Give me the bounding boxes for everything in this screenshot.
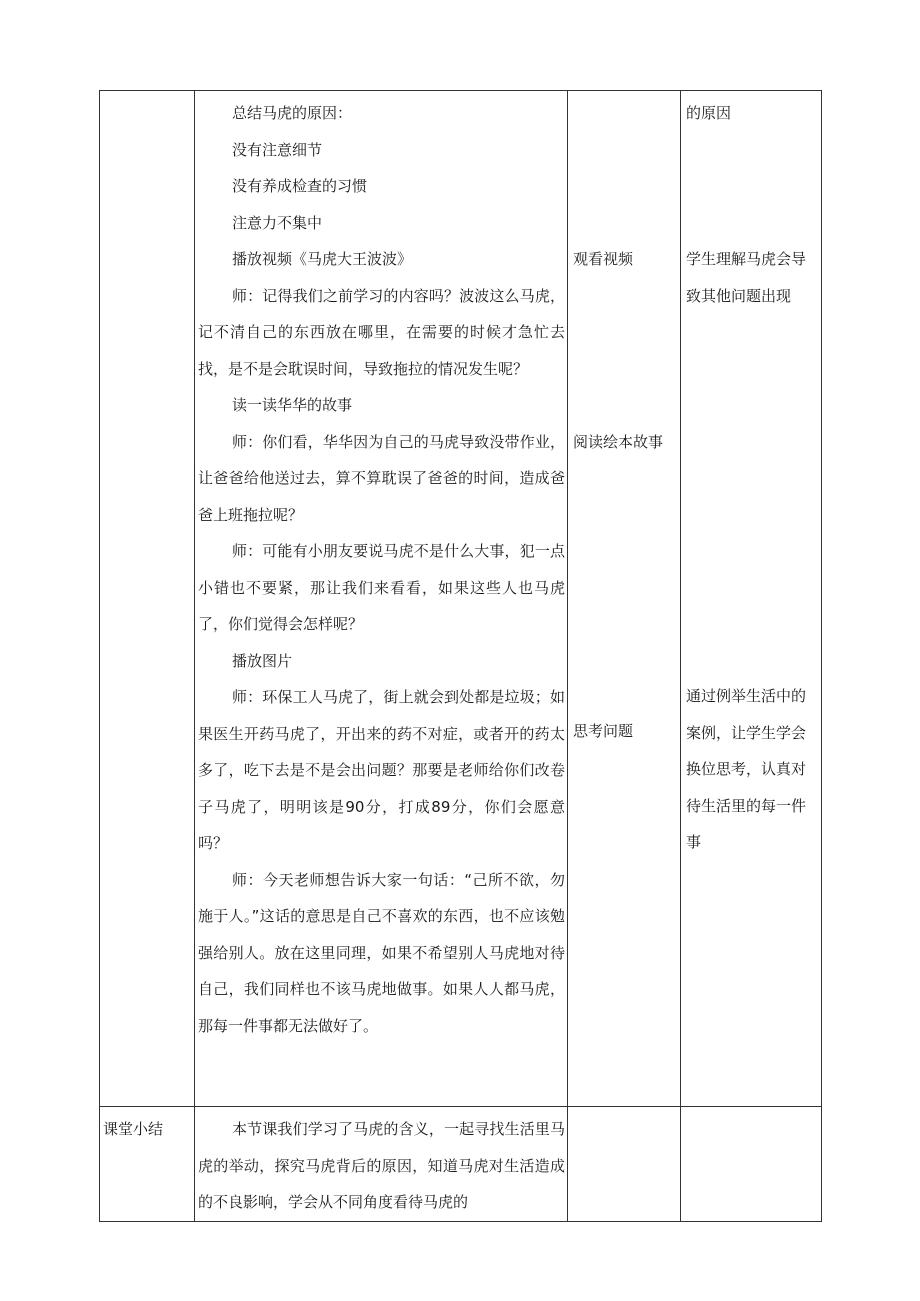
design-intent-cell <box>681 91 822 1107</box>
content-paragraph: 师：环保工人马虎了，街上就会到处都是垃圾；如果医生开药马虎了，开出来的药不对症，或者开的药太多了，吃下去是不是会出问题？那要是老师给你们改卷子马虎了，明明该是90分，打成89分，你们会愿意吗？ <box>198 688 565 852</box>
summary-cell <box>195 1107 568 1222</box>
content-paragraph: 读一读华华的故事 <box>232 396 353 414</box>
activity-watch-video: 观看视频 <box>573 250 634 268</box>
activity-think: 思考问题 <box>573 722 634 740</box>
content-paragraph: 师：今天老师想告诉大家一句话：“己所不欲，勿施于人。”这话的意思是自己不喜欢的东西，也不应该勉强给别人。放在这里同理，如果不希望别人马虎地对待自己，我们同样也不该马虎地做事。如果人人都马虎，那每一件事都无法做好了。 <box>198 870 565 1035</box>
table-row <box>100 91 822 1107</box>
student-activity-cell <box>568 1107 681 1222</box>
content-paragraph: 师：记得我们之前学习的内容吗？波波这么马虎，记不清自己的东西放在哪里，在需要的时候才急忙去找，是不是会耽误时间，导致拖拉的情况发生呢？ <box>198 286 565 378</box>
summary-paragraph: 本节课我们学习了马虎的含义，一起寻找生活里马虎的举动，探究马虎背后的原因，知道马虎对生活造成的不良影响，学会从不同角度看待马虎的 <box>198 1120 565 1211</box>
lesson-plan-table <box>99 90 822 1222</box>
activity-read-story: 阅读绘本故事 <box>573 433 664 451</box>
content-paragraph: 师：可能有小朋友要说马虎不是什么大事，犯一点小错也不要紧，那让我们来看看，如果这些人也马虎了，你们觉得会怎样呢？ <box>198 542 565 633</box>
teaching-content-cell <box>195 91 568 1107</box>
content-paragraph: 注意力不集中 <box>232 213 323 232</box>
content-paragraph: 播放图片 <box>232 651 293 670</box>
intent-text: 学生理解马虎会导致其他问题出现 <box>686 250 807 305</box>
content-paragraph: 没有注意细节 <box>232 140 323 159</box>
intent-text: 通过例举生活中的案例，让学生学会换位思考，认真对待生活里的每一件事 <box>686 687 807 851</box>
stage-cell: 课堂小结 <box>100 1107 195 1222</box>
student-activity-cell <box>568 91 681 1107</box>
table-row <box>100 1107 822 1222</box>
content-paragraph: 总结马虎的原因： <box>232 104 353 122</box>
content-paragraph: 师：你们看，华华因为自己的马虎导致没带作业，让爸爸给他送过去，算不算耽误了爸爸的时间，造成爸爸上班拖拉呢？ <box>198 432 565 524</box>
design-intent-cell <box>681 1107 822 1222</box>
content-paragraph: 没有养成检查的习惯 <box>232 177 368 195</box>
intent-text: 的原因 <box>686 104 732 122</box>
stage-cell <box>100 91 195 1107</box>
content-paragraph: 播放视频《马虎大王波波》 <box>232 250 413 268</box>
